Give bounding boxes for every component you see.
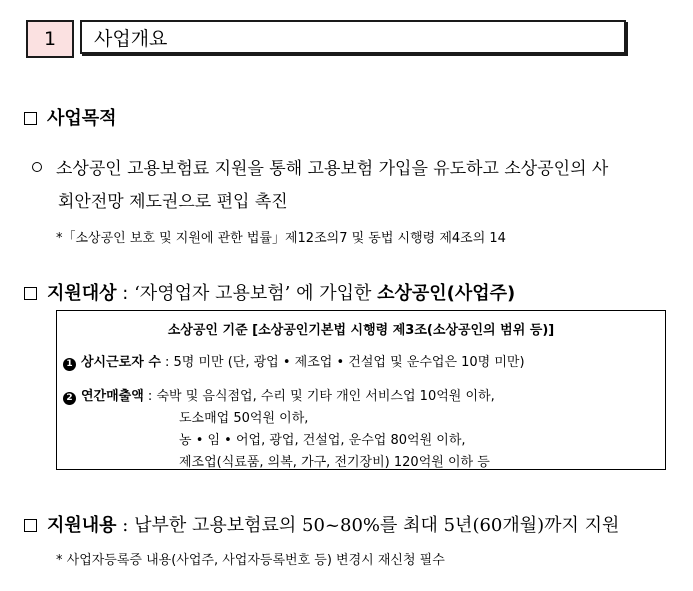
target-emphasis: 소상공인(사업주) xyxy=(377,283,516,304)
purpose-bullet-cont: 회안전망 제도권으로 편입 촉진 xyxy=(58,192,288,212)
number-1-icon: 1 xyxy=(63,358,76,371)
circle-bullet-icon xyxy=(32,162,42,172)
purpose-heading: 사업목적 xyxy=(24,104,117,130)
checkbox-square-icon xyxy=(24,112,37,125)
criteria-item-employees: 1 상시근로자 수 : 5명 미만 (단, 광업 • 제조업 • 건설업 및 운수업은 10명 미만) xyxy=(63,351,525,371)
criteria-revenue-line: 제조업(식료품, 의복, 가구, 전기장비) 120억원 이하 등 xyxy=(179,455,490,470)
target-quote: ‘자영업자 고용보험’ xyxy=(134,283,291,304)
criteria-item-revenue: 2 연간매출액 : 숙박 및 음식점업, 수리 및 기타 개인 서비스업 10억원 이하, xyxy=(63,385,495,405)
number-2-icon: 2 xyxy=(63,392,76,405)
criteria-box xyxy=(56,310,666,470)
criteria-revenue-line: 농 • 임 • 어업, 광업, 건설업, 운수업 80억원 이하, xyxy=(179,433,466,448)
content-note: * 사업자등록증 내용(사업주, 사업자등록번호 등) 변경시 재신청 필수 xyxy=(56,553,445,568)
section-number: 1 xyxy=(26,20,74,58)
target-heading: 지원대상 : ‘자영업자 고용보험’ 에 가입한 소상공인(사업주) xyxy=(24,279,515,305)
checkbox-square-icon xyxy=(24,519,37,532)
section-title: 사업개요 xyxy=(80,20,626,54)
content-heading: 지원내용 : 납부한 고용보험료의 50~80%를 최대 5년(60개월)까지 지원 xyxy=(24,511,619,537)
purpose-bullet: 소상공인 고용보험료 지원을 통해 고용보험 가입을 유도하고 소상공인의 사 xyxy=(32,154,608,179)
criteria-title: 소상공인 기준 [소상공인기본법 시행령 제3조(소상공인의 범위 등)] xyxy=(167,323,555,338)
purpose-note: *「소상공인 보호 및 지원에 관한 법률」제12조의7 및 동법 시행령 제4조의 14 xyxy=(56,231,506,246)
criteria-revenue-line: 도소매업 50억원 이하, xyxy=(179,411,309,426)
checkbox-square-icon xyxy=(24,287,37,300)
